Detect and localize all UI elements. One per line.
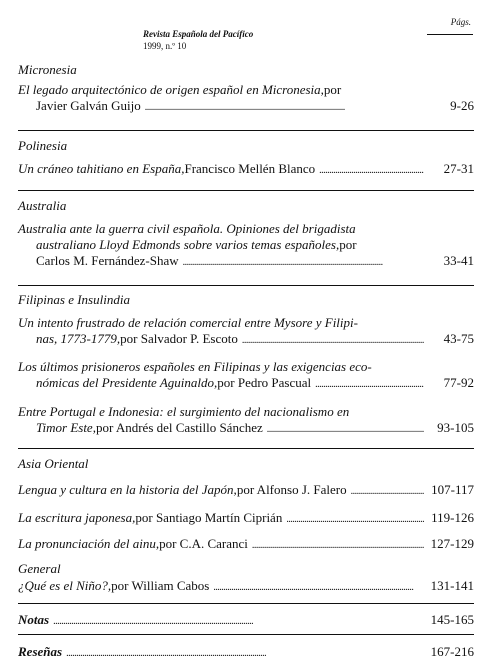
entry-pages: 119-126: [431, 510, 474, 525]
leader-dots: [213, 578, 424, 596]
toc-entry: [18, 161, 474, 179]
section-heading-micronesia: Micronesia: [18, 62, 77, 77]
section-heading-australia: Australia: [18, 198, 67, 213]
entry-title: El legado arquitectónico de origen español en Micronesia,: [18, 82, 324, 97]
entry-author: por Santiago Martín Ciprián: [135, 510, 283, 525]
entry-pages: 93-105: [437, 420, 474, 435]
leader-dots: [252, 536, 424, 554]
section-heading-asia: Asia Oriental: [18, 456, 89, 471]
leader-dots: [351, 482, 424, 500]
entry-title-line1: Entre Portugal e Indonesia: el surgimiento del nacionalismo en: [18, 404, 350, 419]
section-heading-polinesia: Polinesia: [18, 138, 68, 153]
entry-title-line1: Australia ante la guerra civil española. Opiniones del brigadista: [18, 221, 356, 236]
section-divider: [18, 190, 474, 191]
section-heading-general: General: [18, 561, 61, 576]
journal-title: Revista Española del Pacífico: [143, 29, 254, 39]
pages-heading-rule: [427, 34, 473, 35]
leader-dots: [315, 375, 424, 393]
leader-dots: [183, 253, 424, 271]
entry-pages: 107-117: [431, 482, 474, 497]
entry-pages: 27-31: [443, 161, 474, 176]
entry-pages: 9-26: [450, 98, 474, 113]
entry-title: Reseñas: [18, 644, 63, 659]
toc-entry: [18, 82, 474, 116]
entry-title: Lengua y cultura en la historia del Japón,: [18, 482, 237, 497]
entry-author: por Andrés del Castillo Sánchez: [95, 420, 263, 435]
toc-entry: [18, 510, 474, 528]
toc-entry: [18, 359, 474, 393]
leader-dots: [66, 644, 424, 662]
leader-dots: [267, 420, 424, 438]
entry-title: La escritura japonesa,: [18, 510, 136, 525]
entry-title: ¿Qué es el Niño?,: [18, 578, 112, 593]
leader-dots: [286, 510, 424, 528]
toc-entry-resenas: [18, 644, 474, 662]
toc-entry: [18, 536, 474, 554]
entry-author: por Alfonso J. Falero: [236, 482, 347, 497]
entry-title-line2: nas, 1773-1779,: [36, 331, 121, 346]
pages-column-heading: Págs.: [450, 17, 471, 27]
entry-pages: 131-141: [430, 578, 474, 593]
toc-entry: [18, 221, 474, 271]
entry-author: por Pedro Pascual: [217, 375, 312, 390]
entry-title-line1: Un intento frustrado de relación comercial entre Mysore y Filipi-: [18, 315, 358, 330]
section-divider: [18, 603, 474, 604]
toc-entry: [18, 578, 474, 596]
entry-title-line2: australiano Lloyd Edmonds sobre varios temas españoles,: [36, 237, 340, 252]
entry-title: Notas: [18, 612, 50, 627]
entry-by: por: [323, 82, 342, 97]
entry-title-line2: nómicas del Presidente Aguinaldo,: [36, 375, 218, 390]
entry-title-line1: Los últimos prisioneros españoles en Filipinas y las exigencias eco-: [18, 359, 372, 374]
toc-entry: [18, 404, 474, 438]
toc-entry: [18, 315, 474, 349]
leader-dots: [242, 331, 424, 349]
entry-author: Javier Galván Guijo: [36, 98, 141, 113]
toc-entry-notas: [18, 612, 474, 630]
section-divider: [18, 634, 474, 635]
entry-title: La pronunciación del ainu,: [18, 536, 160, 551]
entry-pages: 167-216: [430, 644, 474, 659]
section-heading-filipinas: Filipinas e Insulindia: [18, 292, 130, 307]
entry-author: por C.A. Caranci: [159, 536, 248, 551]
entry-title: Un cráneo tahitiano en España,: [18, 161, 185, 176]
entry-pages: 127-129: [430, 536, 474, 551]
entry-by: por: [339, 237, 357, 252]
journal-issue: 1999, n.º 10: [143, 41, 187, 51]
leader-dots: [53, 612, 424, 630]
entry-pages: 145-165: [430, 612, 474, 627]
entry-author: por Salvador P. Escoto: [120, 331, 238, 346]
entry-pages: 77-92: [443, 375, 474, 390]
entry-title-line2: Timor Este,: [36, 420, 96, 435]
entry-author: Francisco Mellén Blanco: [184, 161, 316, 176]
entry-author: por William Cabos: [111, 578, 210, 593]
entry-pages: 43-75: [443, 331, 474, 346]
leader-dots: [319, 161, 424, 179]
section-divider: [18, 130, 474, 131]
entry-author: Carlos M. Fernández-Shaw: [36, 253, 179, 268]
section-divider: [18, 448, 474, 449]
toc-entry: [18, 482, 474, 500]
leader-dots: [145, 98, 424, 116]
section-divider: [18, 285, 474, 286]
entry-pages: 33-41: [443, 253, 474, 268]
